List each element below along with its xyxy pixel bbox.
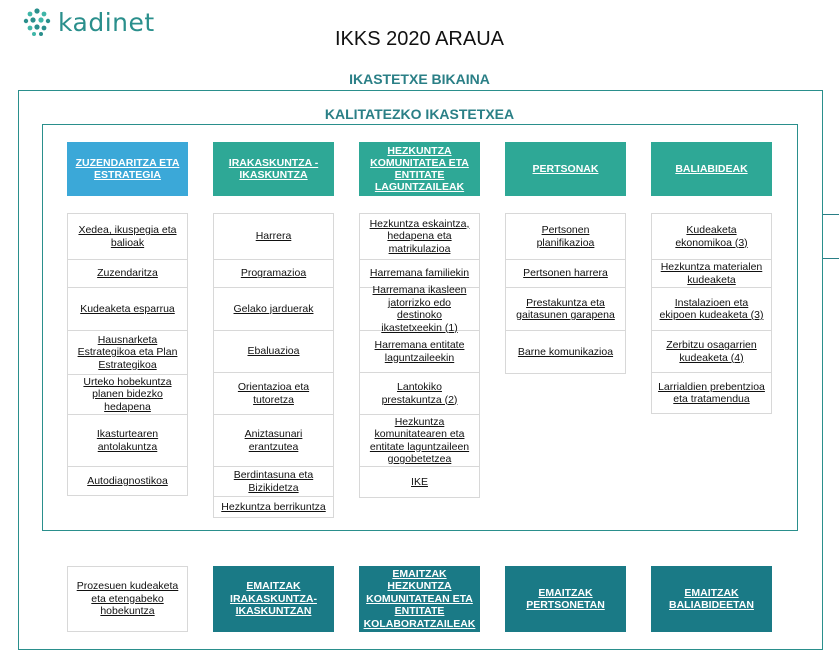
- result-baliabideetan[interactable]: EMAITZAK BALIABIDEETAN: [651, 566, 772, 632]
- column-zuzendaritza: [67, 213, 188, 496]
- list-item[interactable]: Xedea, ikuspegia eta balioak: [68, 214, 187, 260]
- connector-line: [823, 214, 839, 215]
- column-baliabideak: [651, 213, 772, 414]
- list-item[interactable]: Zerbitzu osagarrien kudeaketa (4): [652, 331, 771, 373]
- list-item[interactable]: Programazioa: [214, 260, 333, 288]
- list-item[interactable]: Hezkuntza materialen kudeaketa: [652, 260, 771, 288]
- result-prozesuen-kudeaketa[interactable]: Prozesuen kudeaketa eta etengabeko hobekuntza: [67, 566, 188, 632]
- list-item[interactable]: Ikasturtearen antolakuntza: [68, 415, 187, 467]
- list-item[interactable]: Pertsonen harrera: [506, 260, 625, 288]
- list-item[interactable]: Orientazioa eta tutoretza: [214, 373, 333, 415]
- result-hezkuntza-komunitatea[interactable]: EMAITZAK HEZKUNTZA KOMUNITATEAN ETA ENTITATE KOLABORATZAILEAK: [359, 566, 480, 632]
- result-pertsonetan[interactable]: EMAITZAK PERTSONETAN: [505, 566, 626, 632]
- list-item[interactable]: Aniztasunari erantzutea: [214, 415, 333, 467]
- list-item[interactable]: Harremana ikasleen jatorrizko edo destinoko ikastetxeekin (1): [360, 288, 479, 331]
- list-item[interactable]: Instalazioen eta ekipoen kudeaketa (3): [652, 288, 771, 331]
- brand-name: kadinet: [58, 7, 155, 37]
- list-item[interactable]: Pertsonen planifikazioa: [506, 214, 625, 260]
- list-item[interactable]: IKE: [411, 475, 428, 488]
- column-irakaskuntza: [213, 213, 334, 518]
- list-item[interactable]: Berdintasuna eta Bizikidetza: [214, 467, 333, 497]
- list-item[interactable]: Harremana entitate laguntzaileekin: [360, 331, 479, 373]
- list-item[interactable]: Hausnarketa Estrategikoa eta Plan Estrategikoa: [68, 331, 187, 375]
- list-item[interactable]: Hezkuntza eskaintza, hedapena eta matrikulazioa: [360, 214, 479, 260]
- header-pertsonak[interactable]: PERTSONAK: [505, 142, 626, 196]
- page-title: IKKS 2020 ARAUA: [335, 28, 504, 50]
- list-item[interactable]: Gelako jarduerak: [214, 288, 333, 331]
- list-item[interactable]: Larrialdien prebentzioa eta tratamendua: [658, 380, 765, 405]
- list-item[interactable]: Kudeaketa ekonomikoa (3): [652, 214, 771, 260]
- header-zuzendaritza[interactable]: ZUZENDARITZA ETA ESTRATEGIA: [67, 142, 188, 196]
- list-item[interactable]: Hezkuntza komunitatearen eta entitate laguntzaileen gogobetetzea: [360, 415, 479, 467]
- list-item[interactable]: Prestakuntza eta gaitasunen garapena: [506, 288, 625, 331]
- list-item[interactable]: Lantokiko prestakuntza (2): [360, 373, 479, 415]
- list-item[interactable]: Ebaluazioa: [214, 331, 333, 373]
- column-hezkuntza-komunitatea: [359, 213, 480, 498]
- list-item[interactable]: Hezkuntza berrikuntza: [221, 500, 326, 513]
- list-item[interactable]: Kudeaketa esparrua: [68, 288, 187, 331]
- header-irakaskuntza[interactable]: IRAKASKUNTZA - IKASKUNTZA: [213, 142, 334, 196]
- column-pertsonak: [505, 213, 626, 374]
- header-baliabideak[interactable]: BALIABIDEAK: [651, 142, 772, 196]
- inner-frame-label: KALITATEZKO IKASTETXEA: [324, 106, 515, 122]
- list-item[interactable]: Harrera: [214, 214, 333, 260]
- list-item[interactable]: Zuzendaritza: [68, 260, 187, 288]
- list-item[interactable]: Urteko hobekuntza planen bidezko hedapena: [68, 375, 187, 415]
- list-item[interactable]: Harremana familiekin: [360, 260, 479, 288]
- list-item[interactable]: Autodiagnostikoa: [87, 474, 168, 487]
- connector-line: [823, 258, 839, 259]
- list-item[interactable]: Barne komunikazioa: [517, 345, 614, 358]
- result-irakaskuntza[interactable]: EMAITZAK IRAKASKUNTZA-IKASKUNTZAN: [213, 566, 334, 632]
- outer-frame-label: IKASTETXE BIKAINA: [349, 71, 490, 87]
- header-hezkuntza-komunitatea[interactable]: HEZKUNTZA KOMUNITATEA ETA ENTITATE LAGUNTZAILEAK: [359, 142, 480, 196]
